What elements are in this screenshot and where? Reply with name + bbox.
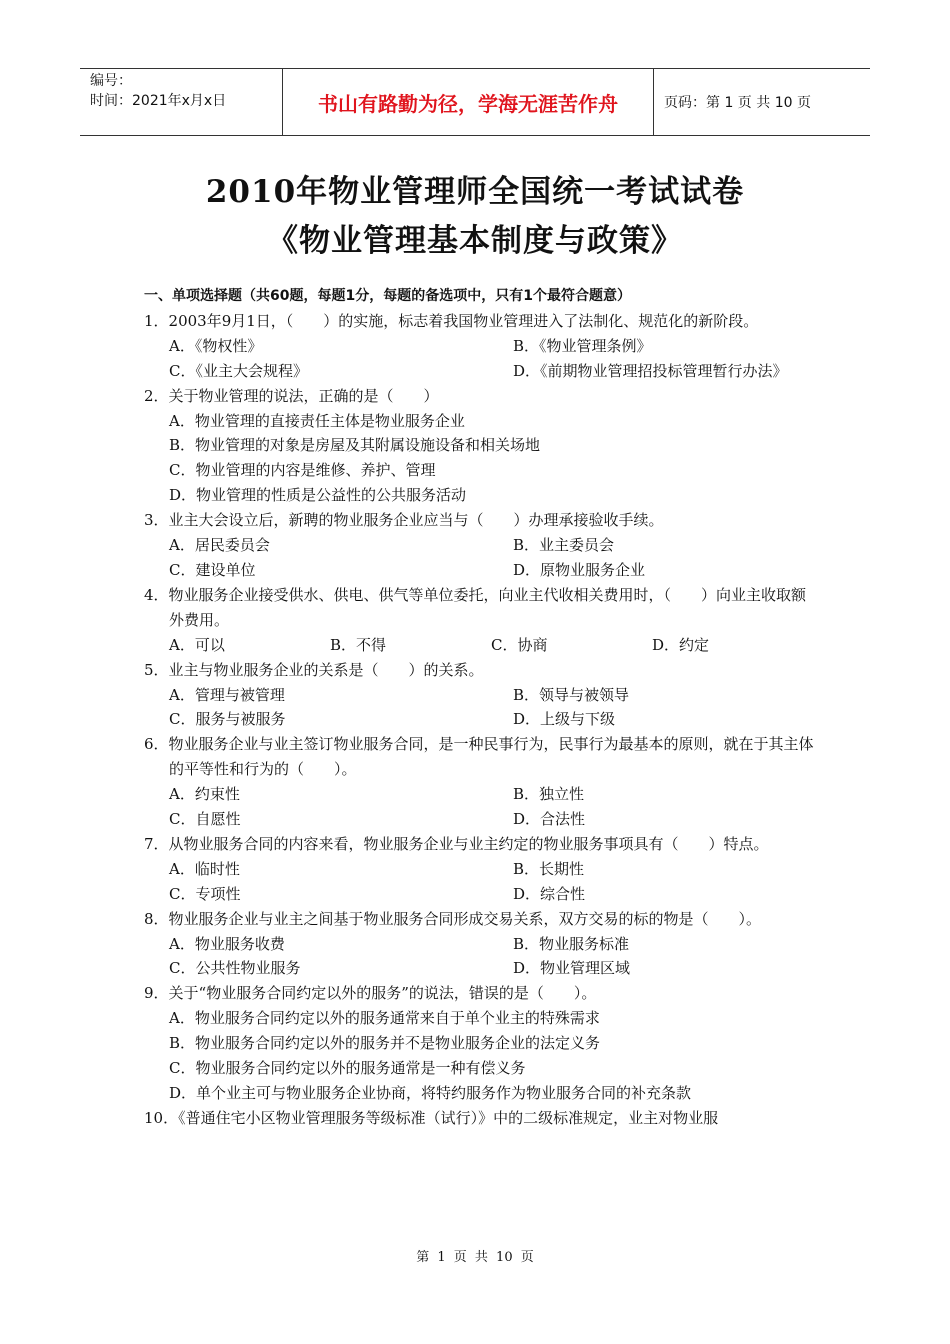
option: B．领导与被领导: [513, 685, 630, 704]
header-motto: 书山有路勤为径，学海无涯苦作舟: [282, 69, 654, 135]
option: C．物业管理的内容是维修、养护、管理: [169, 461, 436, 480]
doc-subtitle: 《物业管理基本制度与政策》: [267, 223, 683, 259]
option: C．建设单位: [169, 560, 256, 579]
option: B．独立性: [513, 785, 585, 804]
option: D．合法性: [513, 810, 586, 829]
option: C．专项性: [169, 884, 241, 903]
option-row: [144, 807, 814, 832]
option: D．约定: [652, 635, 710, 654]
question-stem: 8．物业服务企业与业主之间基于物业服务合同形成交易关系，双方交易的标的物是（ ）。: [144, 909, 762, 928]
option: C．《业主大会规程》: [169, 361, 308, 380]
option-row: [144, 683, 814, 708]
option: B．《物业管理条例》: [513, 336, 652, 355]
question-list: [144, 284, 814, 1131]
option: A．居民委员会: [169, 536, 270, 555]
question-stem: 6．物业服务企业与业主签订物业服务合同，是一种民事行为，民事行为最基本的原则，就在于其主体的平等性和行为的（ ）。: [144, 735, 814, 779]
option: A．可以: [169, 635, 225, 654]
option: B．物业服务合同约定以外的服务并不是物业服务企业的法定义务: [169, 1034, 601, 1053]
section-heading: 一、单项选择题（共60题，每题1分，每题的备选项中，只有1个最符合题意）: [144, 288, 631, 304]
header-page-info: 页码：第 1 页 共 10 页: [664, 95, 811, 111]
option: A．物业服务合同约定以外的服务通常来自于单个业主的特殊需求: [169, 1009, 600, 1028]
question-stem: 1．2003年9月1日，（ ）的实施，标志着我国物业管理进入了法制化、规范化的新阶段。: [144, 311, 759, 330]
question-stem: 7．从物业服务合同的内容来看，物业服务企业与业主约定的物业服务事项具有（ ）特点。: [144, 834, 769, 853]
option: A．管理与被管理: [169, 685, 285, 704]
page-footer: 第 1 页 共 10 页: [416, 1250, 534, 1265]
option: D．综合性: [513, 884, 586, 903]
question-stem: 2．关于物业管理的说法，正确的是（ ）: [144, 386, 439, 405]
option-row: [144, 533, 814, 558]
option: C．协商: [491, 635, 548, 654]
option: C．物业服务合同约定以外的服务通常是一种有偿义务: [169, 1059, 526, 1078]
option-row: [144, 558, 814, 583]
option: D．原物业服务企业: [513, 560, 646, 579]
option: C．自愿性: [169, 810, 241, 829]
question-stem: 4．物业服务企业接受供水、供电、供气等单位委托，向业主代收相关费用时，（ ）向业主收取额外费用。: [144, 585, 807, 629]
option: A．《物权性》: [169, 336, 263, 355]
option: D．《前期物业管理招投标管理暂行办法》: [513, 361, 788, 380]
option: A．物业服务收费: [169, 934, 285, 953]
option: B．物业服务标准: [513, 934, 630, 953]
doc-title: 2010年物业管理师全国统一考试试卷: [205, 174, 745, 210]
option: D．物业管理区域: [513, 959, 631, 978]
option-row: [144, 707, 814, 732]
option-row: [144, 956, 814, 981]
option: B．长期性: [513, 859, 585, 878]
time-label: 时间：2021年x月x日: [90, 93, 227, 109]
question-stem: 10．《普通住宅小区物业管理服务等级标准（试行）》中的二级标准规定，业主对物业服: [144, 1108, 719, 1127]
option: C．公共性物业服务: [169, 959, 301, 978]
option: B．物业管理的对象是房屋及其附属设施设备和相关场地: [169, 436, 541, 455]
question-stem: 9．关于“物业服务合同约定以外的服务”的说法，错误的是（ ）。: [144, 984, 597, 1003]
option-row: [144, 882, 814, 907]
option-row: [144, 782, 814, 807]
option: B．业主委员会: [513, 536, 615, 555]
header-meta: [80, 69, 282, 135]
option: C．服务与被服务: [169, 710, 286, 729]
option: B．不得: [330, 635, 387, 654]
question-stem: 5．业主与物业服务企业的关系是（ ）的关系。: [144, 660, 484, 679]
option-row: [144, 932, 814, 957]
option: A．临时性: [169, 859, 240, 878]
option: D．上级与下级: [513, 710, 616, 729]
option-row: [144, 359, 814, 384]
option: A．物业管理的直接责任主体是物业服务企业: [169, 411, 465, 430]
option-row: [144, 334, 814, 359]
page-header: [80, 68, 870, 136]
code-label: 编号：: [90, 73, 132, 89]
option: D．物业管理的性质是公益性的公共服务活动: [169, 486, 467, 505]
option-row: [144, 857, 814, 882]
option-row: [144, 633, 814, 658]
question-stem: 3．业主大会设立后，新聘的物业服务企业应当与（ ）办理承接验收手续。: [144, 511, 664, 530]
option: A．约束性: [169, 785, 240, 804]
option: D．单个业主可与物业服务企业协商，将特约服务作为物业服务合同的补充条款: [169, 1084, 692, 1102]
